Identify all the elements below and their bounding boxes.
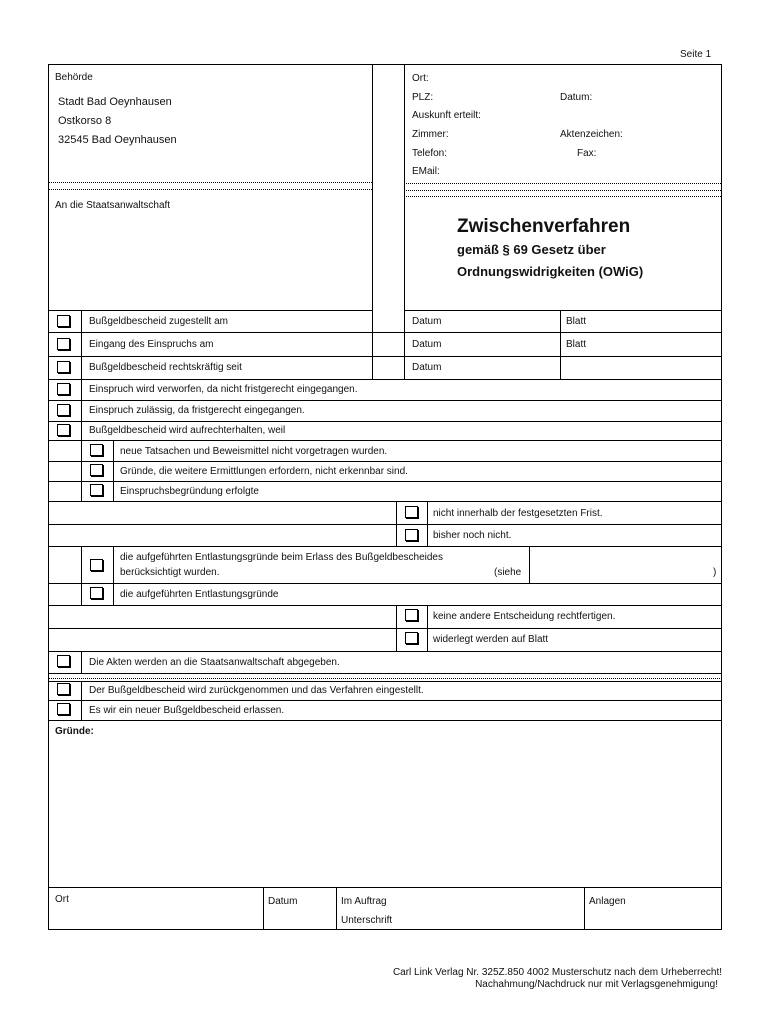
row-col-divider [396, 605, 397, 651]
row-line [48, 605, 722, 606]
row-rechtskraeftig-label: Bußgeldbescheid rechtskräftig seit [89, 362, 242, 373]
sep-dotted-2 [48, 189, 372, 190]
row-beruecksichtigt-siehe: (siehe [494, 567, 522, 578]
footer-ort-label: Ort [55, 894, 69, 905]
row-line [48, 461, 722, 462]
checkbox-beruecksichtigt[interactable] [90, 559, 103, 571]
row-line [48, 400, 722, 401]
contact-fax-label: Fax: [577, 148, 597, 159]
publisher-line-2: Nachahmung/Nachdruck nur mit Verlagsgenehmigung! [475, 979, 718, 990]
checkbox-gruende-ermittlungen[interactable] [90, 464, 103, 476]
contact-telefon-label: Telefon: [412, 148, 448, 159]
authority-name: Stadt Bad Oeynhausen [58, 96, 172, 108]
row-line [48, 332, 722, 333]
publisher-line-1: Carl Link Verlag Nr. 325Z.850 4002 Musterschutz nach dem Urheberrecht! [392, 967, 722, 978]
row-line [48, 421, 722, 422]
page-number: Seite 1 [680, 49, 712, 60]
contact-email-label: EMail: [412, 166, 440, 177]
gruende-label: Gründe: [55, 726, 94, 737]
row-line [48, 524, 722, 525]
checkbox-keine-andere[interactable] [405, 609, 418, 621]
row-zugestellt-datum: Datum [412, 316, 442, 327]
row-zugestellt-label: Bußgeldbescheid zugestellt am [89, 316, 228, 327]
recipient-label: An die Staatsanwaltschaft [55, 200, 171, 211]
contact-ort-label: Ort: [412, 73, 429, 84]
footer-col-divider [263, 887, 264, 929]
footer-auftrag-label: Im Auftrag [341, 896, 387, 907]
row-akten-abgegeben-label: Die Akten werden an die Staatsanwaltschaft abgegeben. [89, 657, 340, 668]
row-line [48, 379, 722, 380]
row-eingang-datum: Datum [412, 339, 442, 350]
row-line [48, 546, 722, 547]
footer-col-divider [584, 887, 585, 929]
row-keine-andere-label: keine andere Entscheidung rechtfertigen. [433, 611, 616, 622]
checkbox-entlastungsgruende[interactable] [90, 587, 103, 599]
row-col-divider [81, 440, 82, 501]
footer-top-line [48, 887, 722, 888]
footer-datum-label: Datum [268, 896, 298, 907]
row-eingang-label: Eingang des Einspruchs am [89, 339, 214, 350]
checkbox-neue-tatsachen[interactable] [90, 444, 103, 456]
row-col-divider [396, 501, 397, 546]
row-aufrechterhalten-label: Bußgeldbescheid wird aufrechterhalten, weil [89, 425, 286, 436]
row-beruecksichtigt-line1: die aufgeführten Entlastungsgründe beim Erlass des Bußgeldbescheides [120, 552, 443, 563]
row-gruende-ermittlungen-label: Gründe, die weitere Ermittlungen erfordern, nicht erkennbar sind. [120, 466, 408, 477]
checkbox-nicht-fristgerecht[interactable] [405, 506, 418, 518]
row-einspruchsbegruendung-label: Einspruchsbegründung erfolgte [120, 486, 259, 497]
checkbox-widerlegt[interactable] [405, 632, 418, 644]
form-border-top [48, 64, 722, 65]
row-col-divider [81, 681, 82, 720]
row-neuer-bescheid-label: Es wir ein neuer Bußgeldbescheid erlassen. [89, 705, 285, 716]
sep-dotted-1 [48, 182, 372, 183]
sep-dotted-5 [404, 196, 721, 197]
row-line [48, 700, 722, 701]
contact-zimmer-label: Zimmer: [412, 129, 449, 140]
row-line [48, 673, 722, 674]
form-border-bottom [48, 929, 722, 930]
page-title: Zwischenverfahren [457, 216, 631, 237]
row-verworfen-label: Einspruch wird verworfen, da nicht fristgerecht eingegangen. [89, 384, 358, 395]
row-col-divider [81, 379, 82, 440]
sep-dotted-6 [48, 678, 722, 679]
row-col-divider [81, 651, 82, 673]
row-line [48, 720, 722, 721]
row-entlastungsgruende-label: die aufgeführten Entlastungsgründe [120, 589, 279, 600]
contact-datum-label: Datum: [560, 92, 593, 103]
page-subtitle-2: Ordnungswidrigkeiten (OWiG) [457, 264, 644, 279]
row-widerlegt-label: widerlegt werden auf Blatt [433, 634, 549, 645]
row-col-divider [81, 310, 82, 379]
row-zugestellt-blatt: Blatt [566, 316, 587, 327]
checkbox-bisher-nicht[interactable] [405, 529, 418, 541]
row-line [48, 681, 722, 682]
title-box-bottom [404, 310, 721, 311]
sep-dotted-3 [404, 183, 721, 184]
row-line [48, 440, 722, 441]
row-line [48, 628, 722, 629]
row-zulaessig-label: Einspruch zulässig, da fristgerecht eingegangen. [89, 405, 305, 416]
row-col-divider [81, 546, 82, 605]
contact-aktenzeichen-label: Aktenzeichen: [560, 129, 623, 140]
footer-col-divider [336, 887, 337, 929]
row-eingang-blatt: Blatt [566, 339, 587, 350]
checkbox-zugestellt[interactable] [57, 315, 70, 327]
row-line [48, 356, 722, 357]
sep-dotted-4 [404, 190, 721, 191]
checkbox-akten-abgegeben[interactable] [57, 655, 70, 667]
checkbox-verworfen[interactable] [57, 383, 70, 395]
row-beruecksichtigt-paren: ) [713, 567, 717, 578]
row-nicht-fristgerecht-label: nicht innerhalb der festgesetzten Frist. [433, 508, 603, 519]
contact-auskunft-label: Auskunft erteilt: [412, 110, 481, 121]
recipient-box-bottom [48, 310, 372, 311]
row-bisher-nicht-label: bisher noch nicht. [433, 530, 512, 541]
authority-label: Behörde [55, 72, 93, 83]
footer-anlagen-label: Anlagen [589, 896, 626, 907]
gruende-textarea[interactable] [49, 740, 720, 886]
row-col-divider [427, 501, 428, 546]
row-col-divider [560, 310, 561, 379]
authority-street: Ostkorso 8 [58, 115, 112, 127]
row-line [48, 651, 722, 652]
row-neue-tatsachen-label: neue Tatsachen und Beweismittel nicht vorgetragen wurden. [120, 446, 388, 457]
checkbox-eingang[interactable] [57, 338, 70, 350]
row-line [48, 583, 722, 584]
form-border-right [721, 64, 722, 930]
row-col-divider [113, 440, 114, 501]
row-beruecksichtigt-line2: berücksichtigt wurden. [120, 567, 220, 578]
checkbox-zurueckgenommen[interactable] [57, 683, 70, 695]
row-col-divider [427, 605, 428, 651]
page-subtitle-1: gemäß § 69 Gesetz über [457, 242, 606, 257]
contact-plz-label: PLZ: [412, 92, 434, 103]
row-col-divider [529, 546, 530, 583]
authority-city: 32545 Bad Oeynhausen [58, 134, 177, 146]
footer-unterschrift-label: Unterschrift [341, 915, 393, 926]
row-col-divider [113, 546, 114, 605]
checkbox-zulaessig[interactable] [57, 404, 70, 416]
row-zurueckgenommen-label: Der Bußgeldbescheid wird zurückgenommen und das Verfahren eingestellt. [89, 685, 424, 696]
checkbox-neuer-bescheid[interactable] [57, 703, 70, 715]
checkbox-rechtskraeftig[interactable] [57, 361, 70, 373]
row-rechtskraeftig-datum: Datum [412, 362, 442, 373]
checkbox-einspruchsbegruendung[interactable] [90, 484, 103, 496]
row-line [48, 481, 722, 482]
checkbox-aufrechterhalten[interactable] [57, 424, 70, 436]
row-line [48, 501, 722, 502]
